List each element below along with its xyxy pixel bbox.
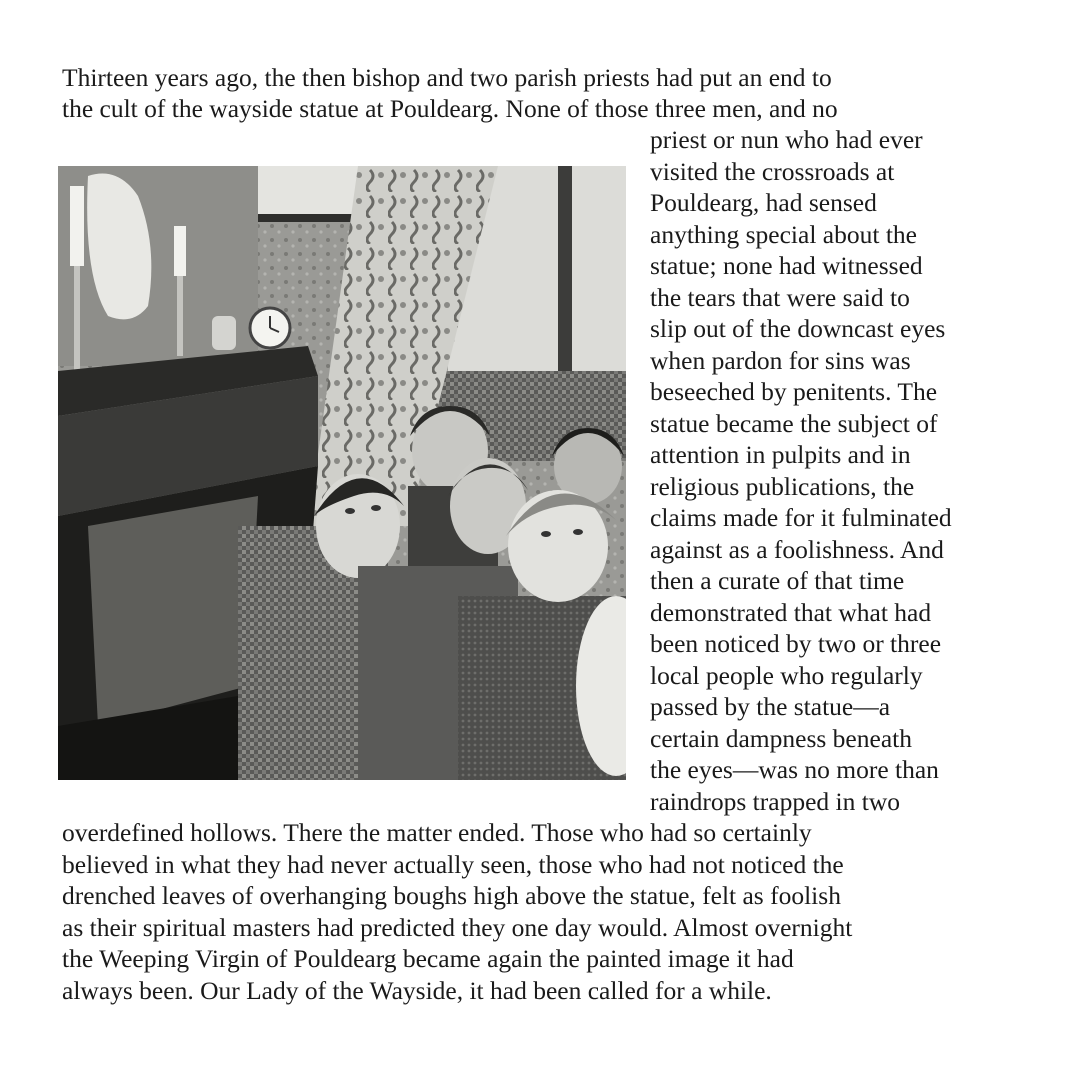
text-line-9: slip out of the downcast eyes <box>650 314 946 343</box>
text-line-23: the eyes—was no more than <box>650 755 939 784</box>
text-line-26: believed in what they had never actually seen, those who had not noticed the <box>62 850 844 879</box>
text-line-25: overdefined hollows. There the matter ended. Those who had so certainly <box>62 818 812 847</box>
text-line-18: demonstrated that what had <box>650 598 932 627</box>
text-line-27: drenched leaves of overhanging boughs high above the statue, felt as foolish <box>62 881 841 910</box>
text-line-17: then a curate of that time <box>650 566 905 595</box>
text-line-29: the Weeping Virgin of Pouldearg became again the painted image it had <box>62 944 794 973</box>
text-line-15: claims made for it fulminated <box>650 503 952 532</box>
small-vase <box>212 316 236 350</box>
text-line-10: when pardon for sins was <box>650 346 911 375</box>
text-line-20: local people who regularly <box>650 661 923 690</box>
text-line-19: been noticed by two or three <box>650 629 942 658</box>
text-line-14: religious publications, the <box>650 472 915 501</box>
text-line-5: Pouldearg, had sensed <box>650 188 877 217</box>
text-line-16: against as a foolishness. And <box>650 535 944 564</box>
text-line-4: visited the crossroads at <box>650 157 895 186</box>
text-line-28: as their spiritual masters had predicted they one day would. Almost overnight <box>62 913 853 942</box>
text-line-30: always been. Our Lady of the Wayside, it had been called for a while. <box>62 976 772 1005</box>
text-line-2: the cult of the wayside statue at Pouldearg. None of those three men, and no <box>62 94 838 123</box>
text-line-1: Thirteen years ago, the then bishop and two parish priests had put an end to <box>62 63 832 92</box>
candlestick-left <box>74 266 80 376</box>
text-line-8: the tears that were said to <box>650 283 910 312</box>
text-line-21: passed by the statue—a <box>650 692 891 721</box>
photograph-people-looking-up <box>58 166 626 780</box>
text-line-11: beseeched by penitents. The <box>650 377 938 406</box>
text-line-22: certain dampness beneath <box>650 724 912 753</box>
text-line-3: priest or nun who had ever <box>650 125 923 154</box>
text-line-12: statue became the subject of <box>650 409 938 438</box>
text-line-13: attention in pulpits and in <box>650 440 911 469</box>
text-line-6: anything special about the <box>650 220 917 249</box>
window-frame <box>558 166 572 386</box>
candlestick-right <box>177 276 183 356</box>
text-line-24: raindrops trapped in two <box>650 787 900 816</box>
candle-right <box>174 226 186 276</box>
candle-left <box>70 186 84 266</box>
text-line-7: statue; none had witnessed <box>650 251 923 280</box>
